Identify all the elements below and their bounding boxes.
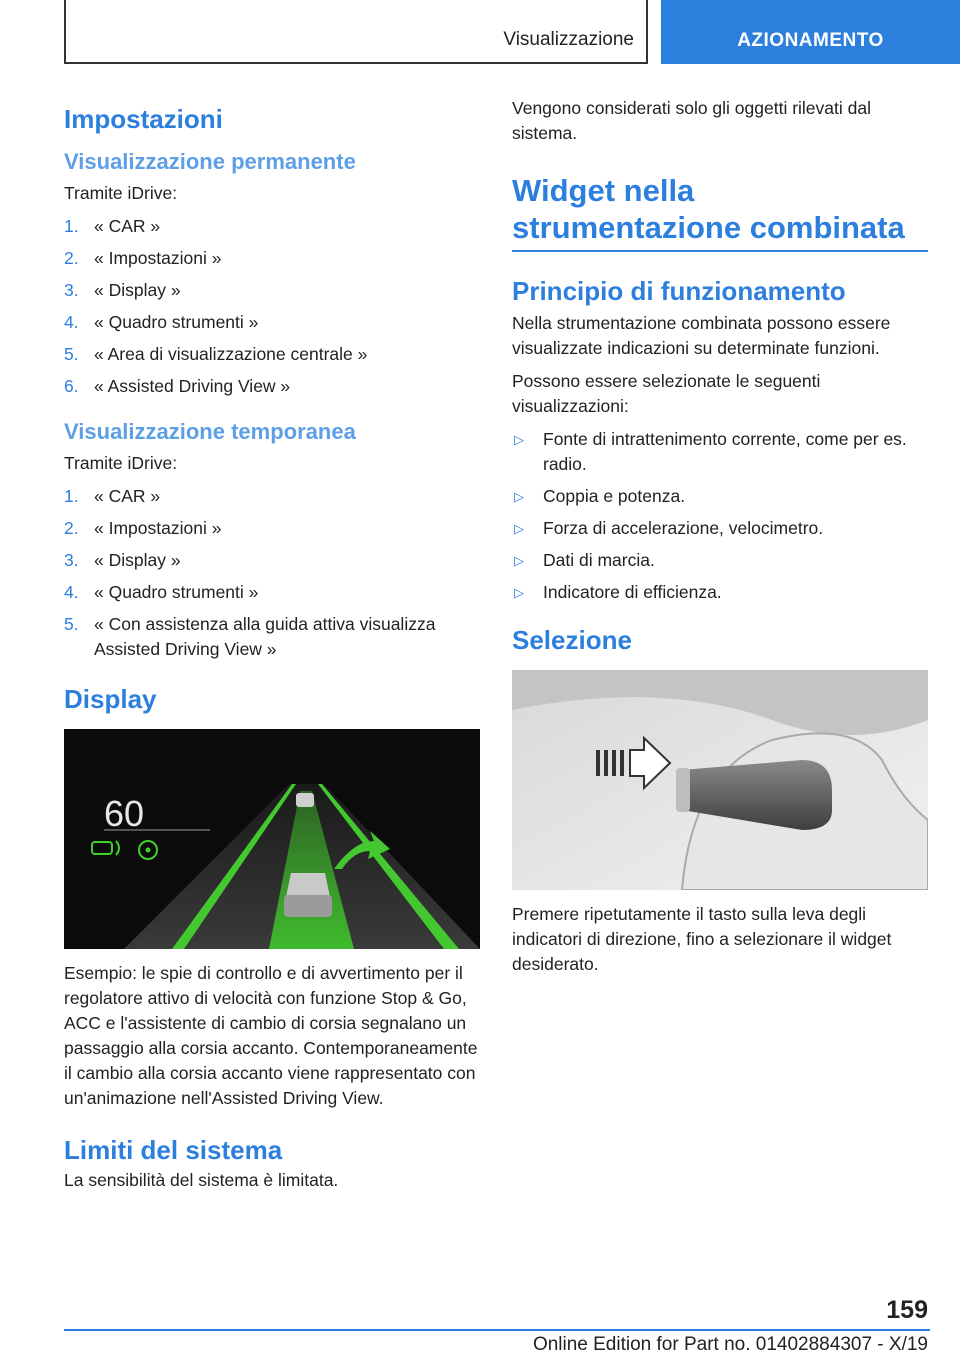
- step-item: 3. « Display »: [64, 550, 181, 570]
- principle-p1: Nella strumentazione combinata possono essere visualizzate indicazioni su determinate funzioni.: [512, 313, 891, 358]
- principle-heading: Principio di funzionamento: [512, 276, 846, 306]
- turn-signal-lever-image: [512, 670, 928, 890]
- limits-heading: Limiti del sistema: [64, 1135, 283, 1165]
- step-item: 5. « Con assistenza alla guida attiva visualizza Assisted Driving View »: [64, 614, 436, 659]
- triangle-right-icon: ▷: [514, 521, 524, 536]
- step-item: 1. « CAR »: [64, 486, 161, 506]
- triangle-right-icon: ▷: [514, 585, 524, 600]
- list-item: ▷ Coppia e potenza.: [512, 484, 928, 509]
- speed-readout: 60: [104, 793, 145, 834]
- triangle-right-icon: ▷: [514, 553, 524, 568]
- step-item: 1. « CAR »: [64, 216, 161, 236]
- temporary-steps: [64, 484, 480, 662]
- limits-text: La sensibilità del sistema è limitata.: [64, 1170, 339, 1190]
- car-ahead: [296, 793, 314, 807]
- step-item: 2. « Impostazioni »: [64, 518, 222, 538]
- triangle-right-icon: ▷: [514, 432, 524, 447]
- header-chapter-tab: AZIONAMENTO: [661, 0, 960, 64]
- running-header: [64, 0, 648, 64]
- list-item: ▷ Indicatore di efficienza.: [512, 580, 928, 605]
- header-section: Visualizzazione: [503, 29, 634, 50]
- objects-note: Vengono considerati solo gli oggetti rilevati dal sistema.: [512, 98, 871, 143]
- widget-heading: Widget nella strumentazione combinata: [512, 172, 928, 252]
- display-heading: Display: [64, 684, 157, 714]
- footer-edition: Online Edition for Part no. 01402884307 - X/19: [532, 1334, 928, 1355]
- widget-options-list: [512, 427, 928, 605]
- temporary-intro: Tramite iDrive:: [64, 453, 178, 473]
- assisted-driving-view-image: [64, 729, 480, 949]
- permanent-steps: [64, 214, 480, 399]
- principle-p2: Possono essere selezionate le seguenti visualizzazioni:: [512, 371, 821, 416]
- permanent-heading: Visualizzazione permanente: [64, 149, 356, 174]
- triangle-right-icon: ▷: [514, 489, 524, 504]
- temporary-heading: Visualizzazione temporanea: [64, 419, 356, 444]
- step-item: 6. « Assisted Driving View »: [64, 376, 291, 396]
- left-column: [64, 96, 480, 1193]
- list-item: ▷ Fonte di intrattenimento corrente, come per es. radio.: [512, 427, 928, 477]
- selection-heading: Selezione: [512, 625, 632, 655]
- selection-text: Premere ripetutamente il tasto sulla leva degli indicatori di direzione, fino a selezionare il widget desiderato.: [512, 904, 892, 974]
- step-item: 3. « Display »: [64, 280, 181, 300]
- list-item: ▷ Dati di marcia.: [512, 548, 928, 573]
- step-item: 2. « Impostazioni »: [64, 248, 222, 268]
- display-caption: Esempio: le spie di controllo e di avvertimento per il regolatore attivo di velocità con funzione Stop & Go, ACC e l'assistente di cambio di corsia segnalano un passaggio alla corsia accanto. Contemporaneamente il cambio alla corsia accanto viene rappresentato con un'animazione nell'Assisted Driving View.: [64, 963, 478, 1108]
- step-item: 4. « Quadro strumenti »: [64, 582, 259, 602]
- right-column: [512, 96, 928, 977]
- own-car: [284, 895, 332, 917]
- step-item: 4. « Quadro strumenti »: [64, 312, 259, 332]
- page-number: 159: [886, 1296, 928, 1324]
- settings-heading: Impostazioni: [64, 104, 223, 134]
- permanent-intro: Tramite iDrive:: [64, 183, 178, 203]
- list-item: ▷ Forza di accelerazione, velocimetro.: [512, 516, 928, 541]
- step-item: 5. « Area di visualizzazione centrale »: [64, 344, 368, 364]
- footer-divider: [64, 1329, 930, 1331]
